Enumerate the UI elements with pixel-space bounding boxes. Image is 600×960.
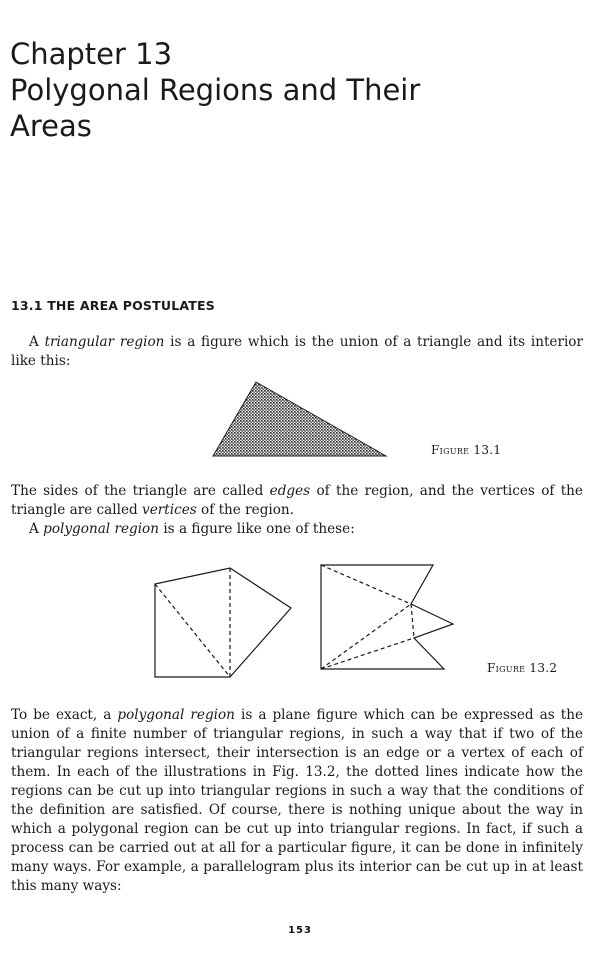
- paragraph-definition: To be exact, a polygonal region is a plane figure which can be expressed as the union of a finite number of triangular regions, in such a way that if two of the triangular regions intersect, their intersection is an edge or a vertex of each of them. In each of the illustrations in Fig. 13.2, the dotted lines indicate how the regions can be cut up into triangular regions in such a way that the conditions of the definition are satisfied. Of course, there is nothing unique about the way in which a polygonal region can be cut up into triangular regions. In fact, if such a process can be carried out at all for a particular figure, it can be done in infinitely many ways. For example, a parallelogram plus its interior can be cut up in at least this many ways:: [11, 707, 584, 894]
- term-vertices: vertices: [142, 502, 197, 518]
- paragraph-edges-vertices: The sides of the triangle are called edges of the region, and the vertices of the triangle are called vertices of the region.: [11, 483, 583, 518]
- paragraph-triangular-region: A triangular region is a figure which is the union of a triangle and its interior like this:: [11, 334, 583, 369]
- term-polygonal-region-definition: polygonal region: [117, 707, 235, 723]
- section-heading: 13.1 THE AREA POSTULATES: [11, 298, 215, 313]
- chapter-title-line-2: Areas: [10, 109, 92, 143]
- chapter-title-line-1: Polygonal Regions and Their: [10, 73, 421, 107]
- term-polygonal-region: polygonal region: [43, 521, 159, 537]
- page-number: 153: [288, 925, 312, 936]
- figure-13-1-caption: Figure 13.1: [431, 443, 502, 457]
- figure-13-2-caption: Figure 13.2: [487, 661, 558, 675]
- pentagon-region: [155, 568, 291, 677]
- paragraph-polygonal-region-intro: A polygonal region is a figure like one of these:: [29, 521, 355, 537]
- concave-polygon-region: [321, 565, 453, 669]
- chapter-number: Chapter 13: [10, 37, 173, 71]
- term-edges: edges: [269, 483, 311, 499]
- term-triangular-region: triangular region: [44, 334, 165, 350]
